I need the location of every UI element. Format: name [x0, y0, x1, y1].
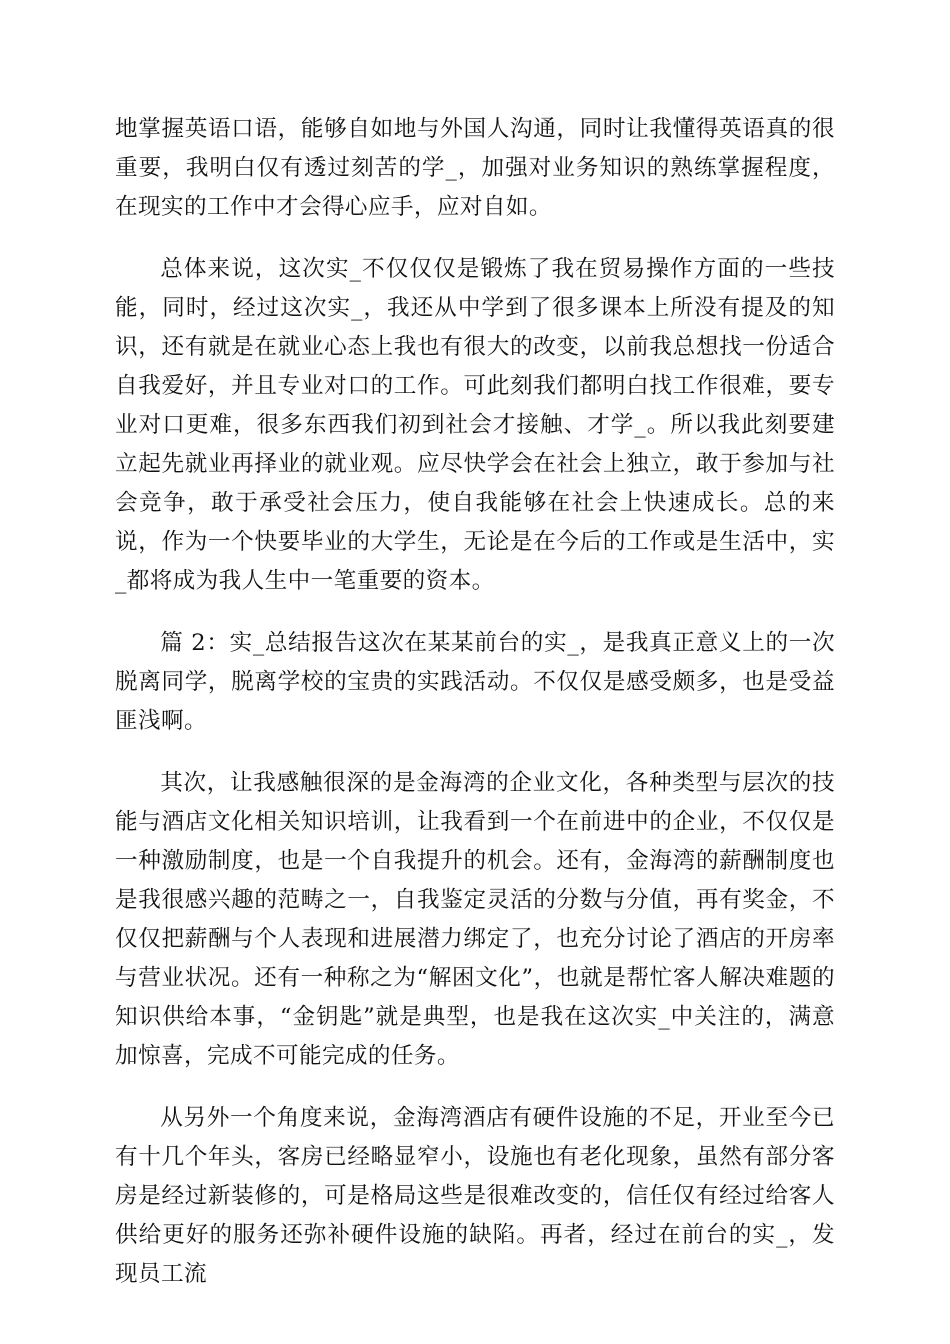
paragraph-4: 其次，让我感触很深的是金海湾的企业文化，各种类型与层次的技能与酒店文化相关知识培训，让我看到一个在前进中的企业，不仅仅是一种激励制度，也是一个自我提升的机会。还有，金海湾的薪酬制度也是我很感兴趣的范畴之一，自我鉴定灵活的分数与分值，再有奖金，不仅仅把薪酬与个人表现和进展潜力绑定了，也充分讨论了酒店的开房率与营业状况。还有一种称之为“解困文化”，也就是帮忙客人解决难题的知识供给本事，“金钥匙”就是典型，也是我在这次实_中关注的，满意加惊喜，完成不可能完成的任务。 — [115, 770, 835, 1069]
document-body — [115, 110, 835, 1317]
paragraph-3: 篇 2：实_总结报告这次在某某前台的实_，是我真正意义上的一次脱离同学，脱离学校的宝贵的实践活动。不仅仅是感受颇多，也是受益匪浅啊。 — [115, 630, 835, 734]
paragraph-5: 从另外一个角度来说，金海湾酒店有硬件设施的不足，开业至今已有十几个年头，客房已经略显窄小，设施也有老化现象，虽然有部分客房是经过新装修的，可是格局这些是很难改变的，信任仅有经过给客人供给更好的服务还弥补硬件设施的缺陷。再者，经过在前台的实_，发现员工流 — [115, 1105, 835, 1287]
paragraph-2: 总体来说，这次实_不仅仅仅是锻炼了我在贸易操作方面的一些技能，同时，经过这次实_，我还从中学到了很多课本上所没有提及的知识，还有就是在就业心态上我也有很大的改变，以前我总想找一份适合自我爱好，并且专业对口的工作。可此刻我们都明白找工作很难，要专业对口更难，很多东西我们初到社会才接触、才学_。所以我此刻要建立起先就业再择业的就业观。应尽快学会在社会上独立，敢于参加与社会竞争，敢于承受社会压力，使自我能够在社会上快速成长。总的来说，作为一个快要毕业的大学生，无论是在今后的工作或是生活中，实_都将成为我人生中一笔重要的资本。 — [115, 256, 835, 594]
paragraph-1: 地掌握英语口语，能够自如地与外国人沟通，同时让我懂得英语真的很重要，我明白仅有透过刻苦的学_，加强对业务知识的熟练掌握程度，在现实的工作中才会得心应手，应对自如。 — [115, 116, 835, 220]
